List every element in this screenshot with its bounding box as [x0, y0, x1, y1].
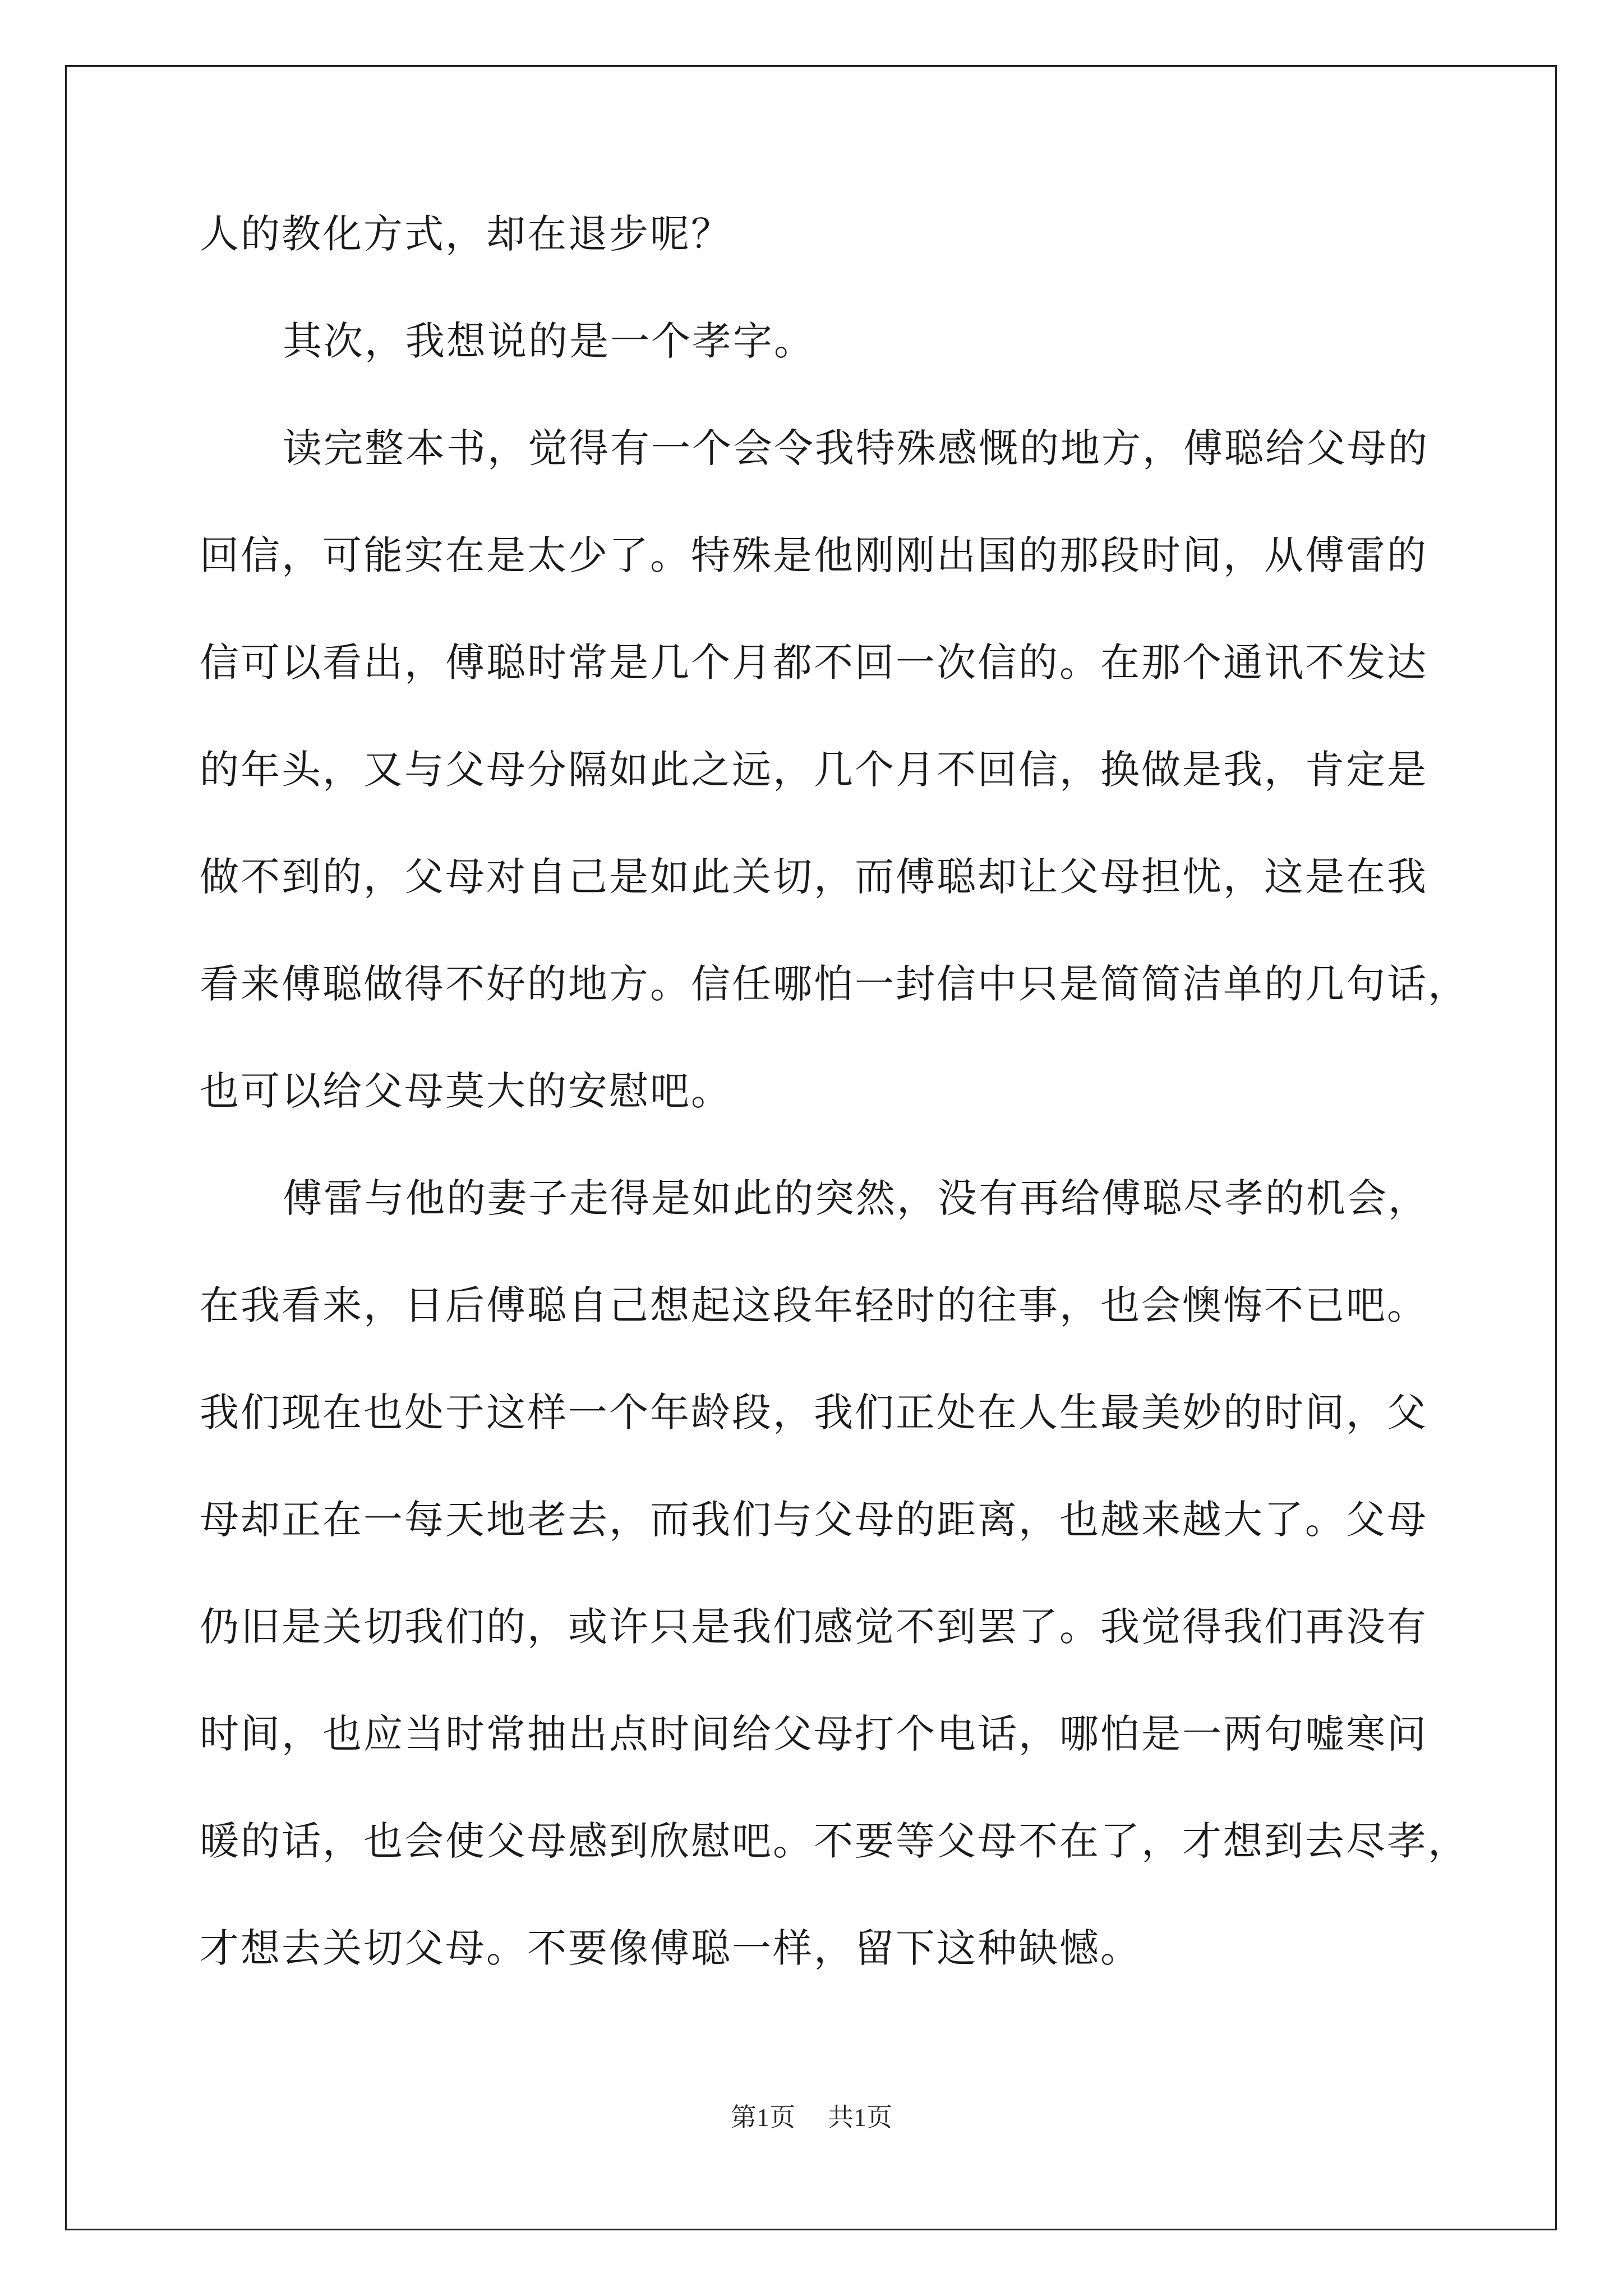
text-line: 暖的话，也会使父母感到欣慰吧。不要等父母不在了，才想到去尽孝， — [200, 1818, 1469, 1864]
text-line: 信可以看出，傅聪时常是几个月都不回一次信的。在那个通讯不发达 — [200, 639, 1428, 685]
text-line: 其次，我想说的是一个孝字。 — [283, 318, 815, 364]
text-line: 读完整本书，觉得有一个会令我特殊感慨的地方，傅聪给父母的 — [283, 425, 1429, 471]
text-line: 才想去关切父母。不要像傅聪一样，留下这种缺憾。 — [200, 1925, 1141, 1971]
text-line: 傅雷与他的妻子走得是如此的突然，没有再给傅聪尽孝的机会， — [283, 1175, 1429, 1221]
text-line: 回信，可能实在是太少了。特殊是他刚刚出国的那段时间，从傅雷的 — [200, 532, 1428, 578]
page-border — [65, 65, 1557, 2230]
text-line: 看来傅聪做得不好的地方。信任哪怕一封信中只是简简洁单的几句话， — [200, 961, 1469, 1007]
text-line: 的年头，又与父母分隔如此之远，几个月不回信，换做是我，肯定是 — [200, 747, 1428, 793]
text-line: 时间，也应当时常抽出点时间给父母打个电话，哪怕是一两句嘘寒问 — [200, 1711, 1428, 1757]
text-line: 人的教化方式，却在退步呢？ — [200, 211, 732, 257]
text-line: 仍旧是关切我们的，或许只是我们感觉不到罢了。我觉得我们再没有 — [200, 1604, 1428, 1650]
text-line: 也可以给父母莫大的安慰吧。 — [200, 1068, 732, 1114]
text-line: 我们现在也处于这样一个年龄段，我们正处在人生最美妙的时间，父 — [200, 1389, 1428, 1435]
page-total: 共1页 — [828, 2103, 892, 2132]
text-line: 母却正在一每天地老去，而我们与父母的距离，也越来越大了。父母 — [200, 1497, 1428, 1543]
text-line: 在我看来，日后傅聪自己想起这段年轻时的往事，也会懊悔不已吧。 — [200, 1282, 1428, 1328]
page-footer — [0, 2101, 1623, 2134]
text-line: 做不到的，父母对自己是如此关切，而傅聪却让父母担忧，这是在我 — [200, 854, 1428, 900]
page-number: 第1页 — [731, 2103, 795, 2132]
